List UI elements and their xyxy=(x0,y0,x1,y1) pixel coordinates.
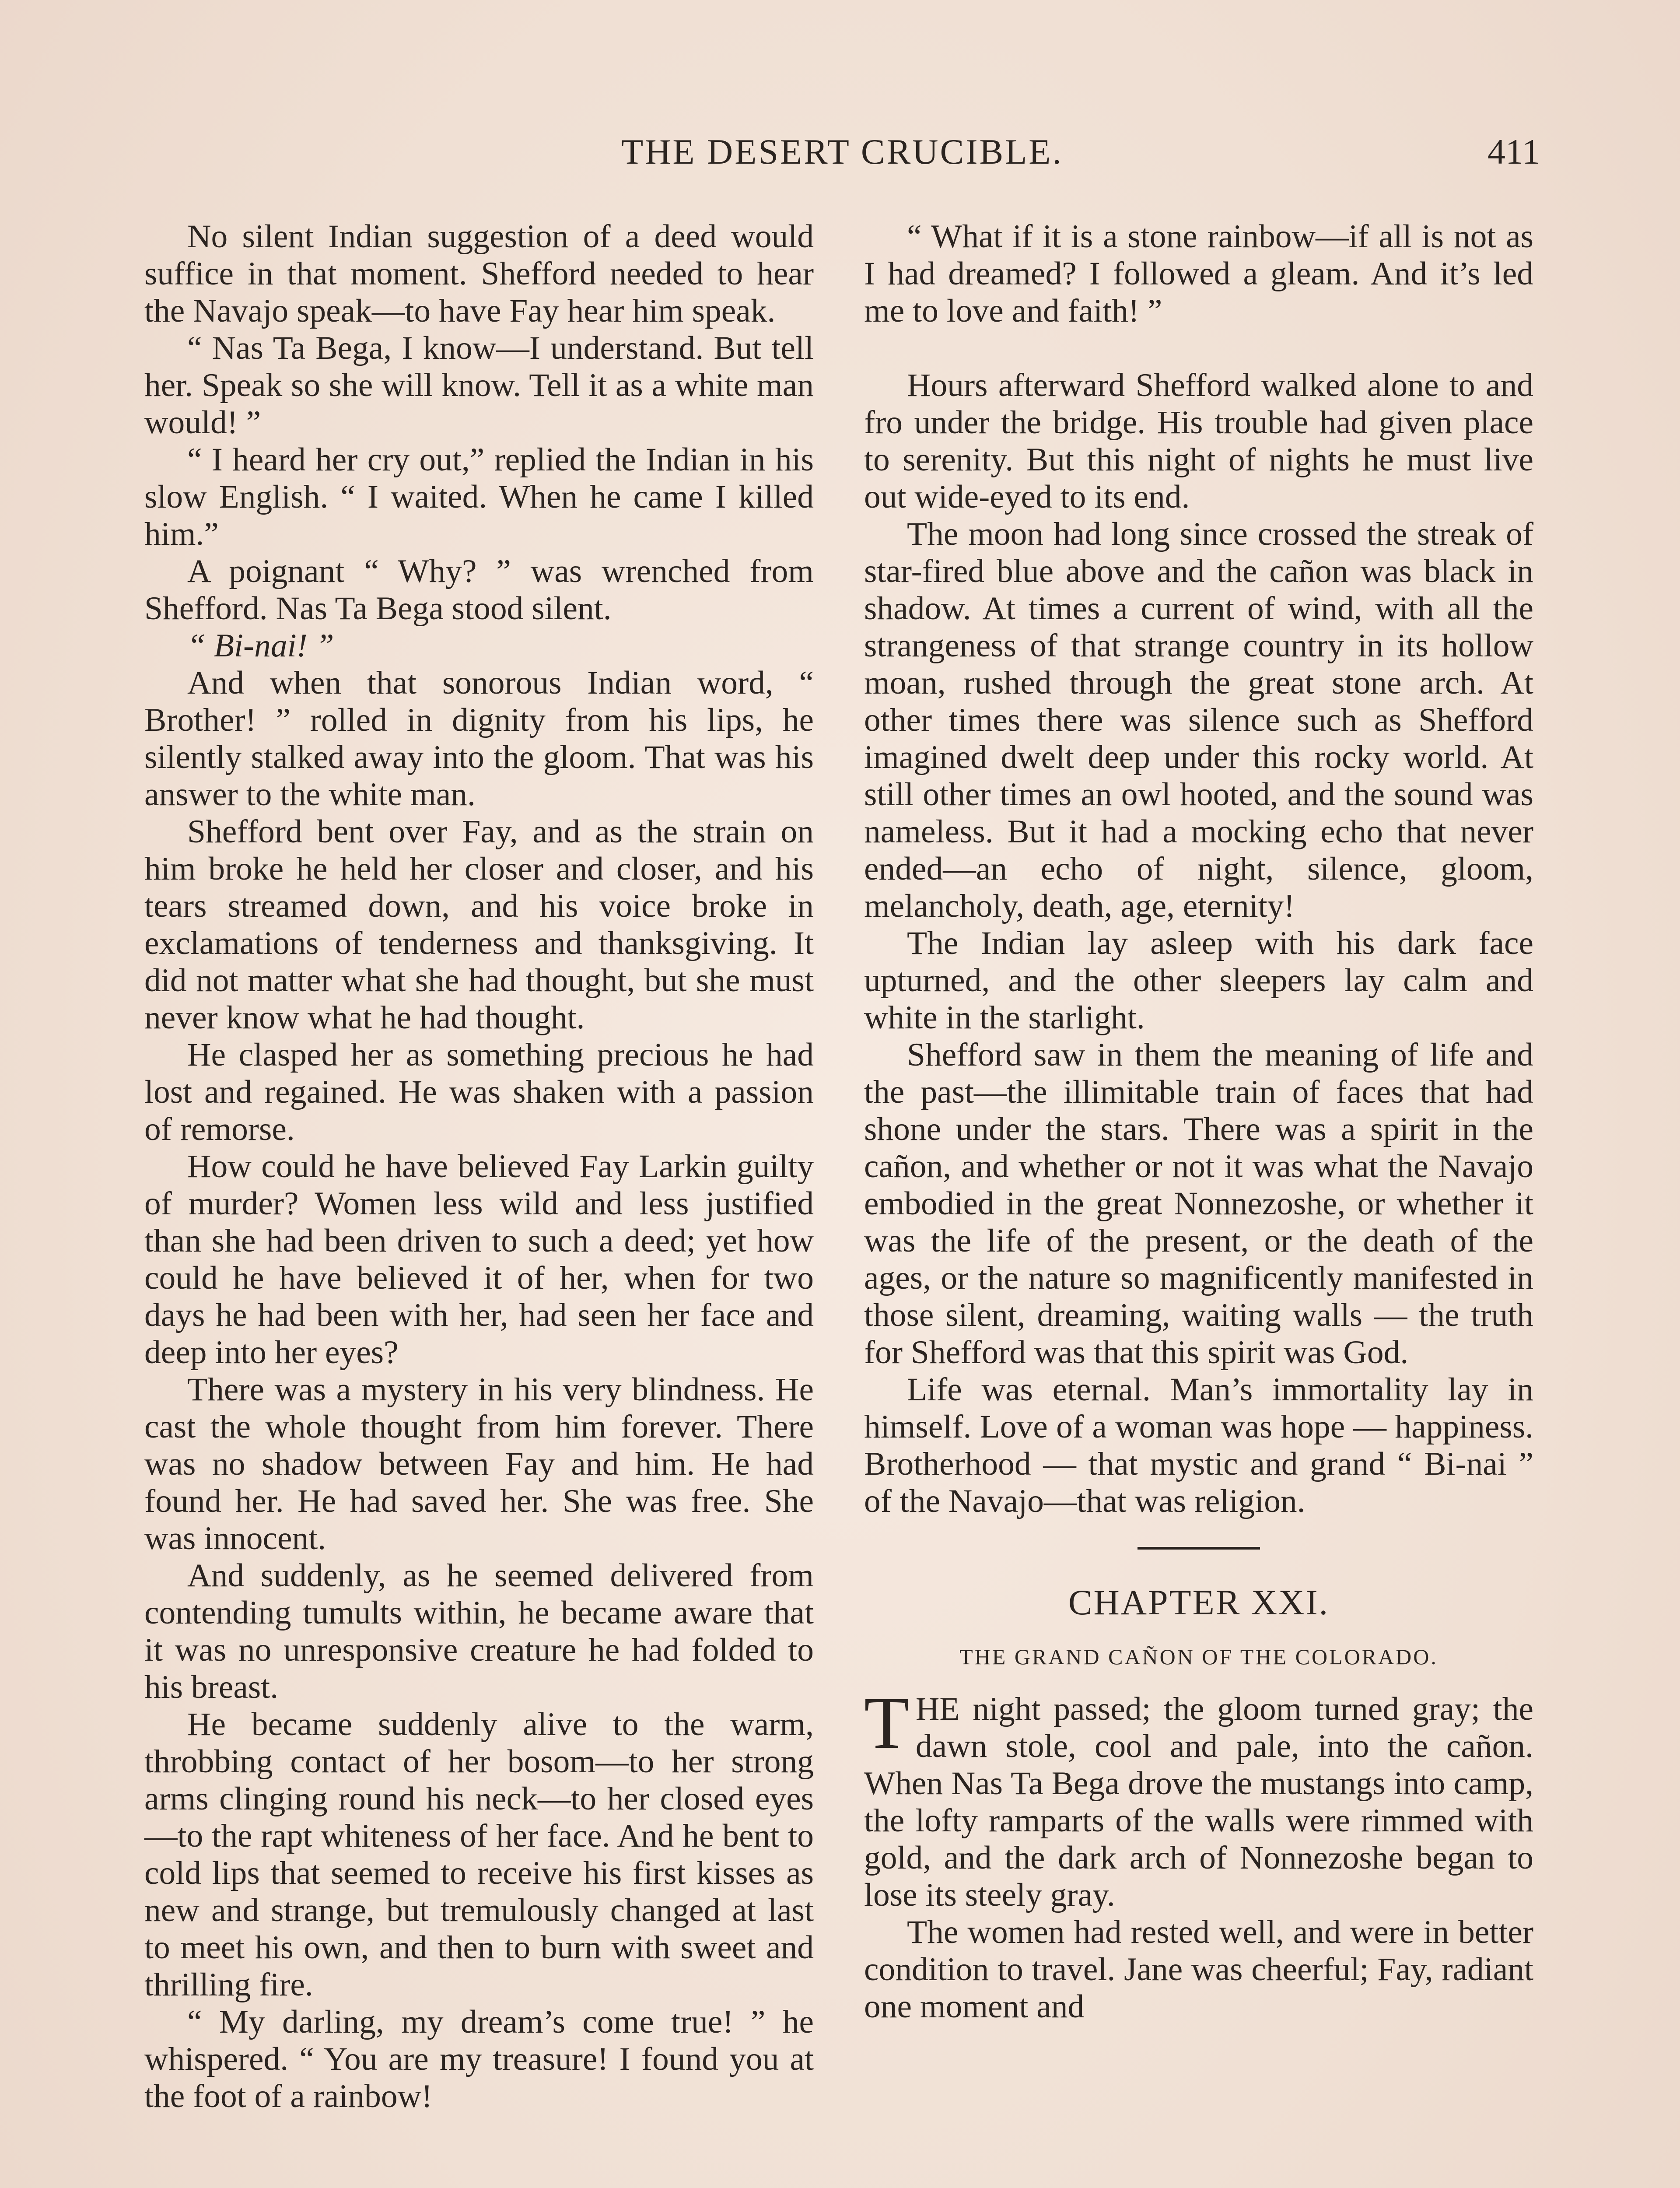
paragraph: And suddenly, as he seemed delivered from contending tumults within, he became aware that it was no unresponsive creature he had folded to his breast. xyxy=(144,1557,814,1705)
paragraph: Shefford saw in them the meaning of life and the past—the illimitable train of faces that had shone under the stars. There was a spirit in the cañon, and whether or not it was what the Navajo embodied in the great Nonnezoshe, or whether it was the life of the present, or the death of the ages, or the nature so magnificently manifested in those silent, dreaming, waiting walls — the truth for Shefford was that this spirit was God. xyxy=(864,1037,1533,1371)
left-column xyxy=(144,218,814,2115)
paragraph: Hours afterward Shefford walked alone to and fro under the bridge. His trouble had given place to serenity. But this night of nights he must live out wide-eyed to its end. xyxy=(864,367,1533,515)
chapter-heading: CHAPTER XXI. xyxy=(1068,1582,1330,1622)
paragraph: Life was eternal. Man’s immortality lay in himself. Love of a woman was hope — happiness. Brotherhood — that mystic and grand “ Bi-nai ” of the Navajo—that was religion. xyxy=(864,1371,1533,1519)
paragraph: “ I heard her cry out,” replied the Indian in his slow English. “ I waited. When he came I killed him.” xyxy=(144,442,814,552)
paragraph: Shefford bent over Fay, and as the strain on him broke he held her closer and closer, and his tears streamed down, and his voice broke in exclamations of tenderness and thanksgiving. It did not matter what she had thought, but she must never know what he had thought. xyxy=(144,813,814,1036)
chapter-first-paragraph xyxy=(864,1682,1533,1914)
running-header xyxy=(144,131,1540,179)
paragraph: “ My darling, my dream’s come true! ” he whispered. “ You are my treasure! I found you at the foot of a rainbow! xyxy=(144,2004,814,2114)
page-number: 411 xyxy=(1488,132,1540,172)
paragraph: A poignant “ Why? ” was wrenched from Shefford. Nas Ta Bega stood silent. xyxy=(144,553,814,627)
chapter-subtitle: THE GRAND CAÑON OF THE COLORADO. xyxy=(959,1645,1438,1669)
paragraph: He clasped her as something precious he had lost and regained. He was shaken with a passion of remorse. xyxy=(144,1037,814,1147)
paragraph: “ What if it is a stone rainbow—if all is not as I had dreamed? I followed a gleam. And it’s led me to love and faith! ” xyxy=(864,218,1533,329)
first-paragraph-text: HE night passed; the gloom turned gray; the dawn stole, cool and pale, into the cañon. When Nas Ta Bega drove the mustangs into camp, the lofty ramparts of the walls were rimmed with gold, and the dark arch of Nonnezoshe began to lose its steely gray. xyxy=(864,1691,1533,1913)
right-column xyxy=(864,218,1533,2025)
paragraph: “ Nas Ta Bega, I know—I understand. But tell her. Speak so she will know. Tell it as a white man would! ” xyxy=(144,330,814,441)
section-gap xyxy=(864,330,1533,367)
paragraph: And when that sonorous Indian word, “ Brother! ” rolled in dignity from his lips, he silently stalked away into the gloom. That was his answer to the white man. xyxy=(144,665,814,813)
drop-cap: T xyxy=(864,1682,910,1764)
paragraph: The Indian lay asleep with his dark face upturned, and the other sleepers lay calm and white in the starlight. xyxy=(864,925,1533,1036)
paragraph: The women had rested well, and were in better condition to travel. Jane was cheerful; Fay, radiant one moment and xyxy=(864,1914,1533,2025)
paragraph: The moon had long since crossed the streak of star-fired blue above and the cañon was black in shadow. At times a current of wind, with all the strangeness of that strange country in its hollow moan, rushed through the great stone arch. At other times there was silence such as Shefford imagined dwelt deep under this rocky world. At still other times an owl hooted, and the sound was nameless. But it had a mocking echo that never ended—an echo of night, silence, gloom, melancholy, death, age, eternity! xyxy=(864,516,1533,924)
running-title: THE DESERT CRUCIBLE. xyxy=(621,132,1063,172)
paragraph: No silent Indian suggestion of a deed would suffice in that moment. Shefford needed to hear the Navajo speak—to have Fay hear him speak. xyxy=(144,218,814,329)
paragraph: He became suddenly alive to the warm, throbbing contact of her bosom—to her strong arms clinging round his neck—to her closed eyes—to the rapt whiteness of her face. And he bent to cold lips that seemed to receive his first kisses as new and strange, but tremulously changed at last to meet his own, and then to burn with sweet and thrilling fire. xyxy=(144,1706,814,2003)
paragraph: How could he have believed Fay Larkin guilty of murder? Women less wild and less justified than she had been driven to such a deed; yet how could he have believed it of her, when for two days he had been with her, had seen her face and deep into her eyes? xyxy=(144,1148,814,1371)
section-divider xyxy=(1138,1547,1260,1550)
paragraph: There was a mystery in his very blindness. He cast the whole thought from him forever. There was no shadow between Fay and him. He had found her. He had saved her. She was free. She was innocent. xyxy=(144,1371,814,1557)
paragraph-italic: “ Bi-nai! ” xyxy=(187,628,334,664)
